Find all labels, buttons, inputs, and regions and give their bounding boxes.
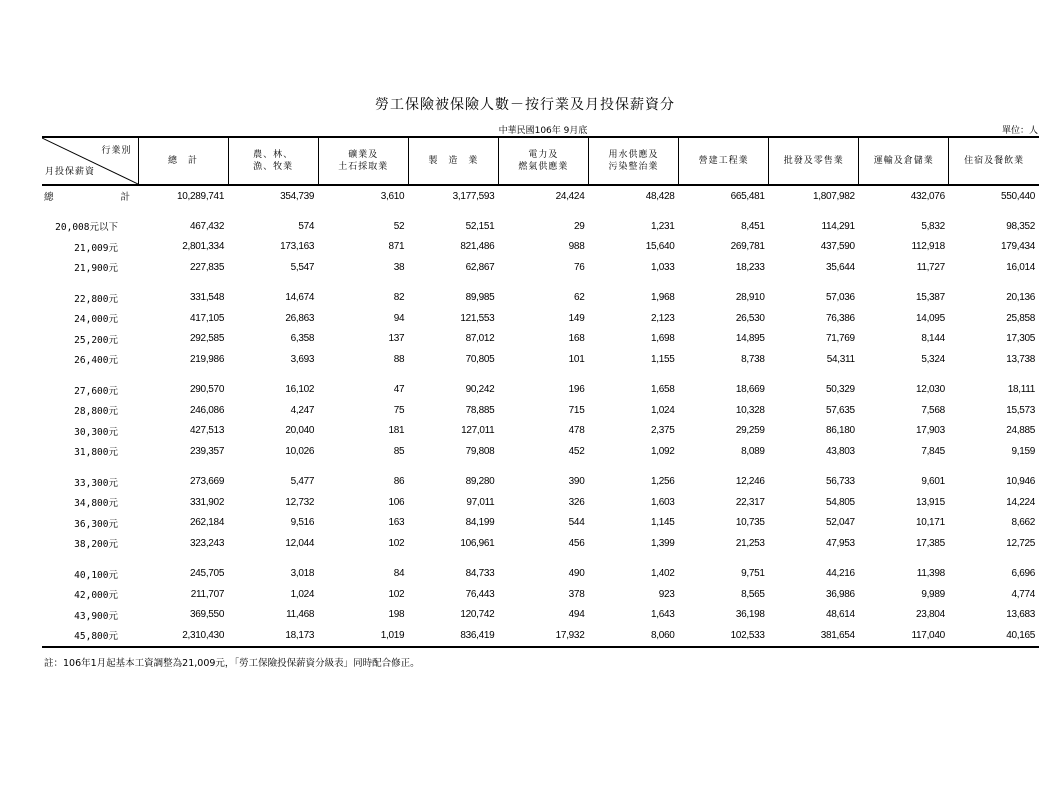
value-cell: 8,738 xyxy=(741,353,765,365)
unit-label: 單位：人 xyxy=(1001,126,1038,136)
value-cell: 117,040 xyxy=(859,625,949,647)
value-cell: 84,199 xyxy=(465,517,495,529)
value-cell: 1,603 xyxy=(651,496,675,508)
row-label: 26,400元 xyxy=(74,355,118,367)
value-cell: 17,305 xyxy=(1006,333,1035,345)
value-cell: 21,253 xyxy=(735,537,765,549)
value-cell: 38 xyxy=(393,261,405,273)
value-cell: 173,163 xyxy=(280,241,315,253)
value-cell: 1,807,982 xyxy=(812,190,855,202)
value-cell: 2,801,334 xyxy=(182,241,225,253)
value-cell: 1,256 xyxy=(651,476,675,488)
total-label-right: 計 xyxy=(120,192,130,203)
value-cell: 120,742 xyxy=(460,609,495,621)
value-cell: 16,014 xyxy=(1006,261,1035,273)
value-cell: 245,705 xyxy=(190,568,225,580)
value-cell: 378 xyxy=(568,588,585,600)
value-cell: 82 xyxy=(393,292,405,304)
row-label xyxy=(42,185,138,206)
value-cell: 50,329 xyxy=(825,384,855,396)
value-cell: 179,434 xyxy=(1000,241,1035,253)
insured-persons-table xyxy=(42,136,1039,648)
row-label: 34,800元 xyxy=(74,498,118,510)
corner-header-cell xyxy=(42,137,138,185)
group-spacer xyxy=(42,370,1039,380)
value-cell: 2,123 xyxy=(651,312,675,324)
table-row xyxy=(42,605,1039,626)
value-cell: 467,432 xyxy=(190,220,225,232)
value-cell: 239,357 xyxy=(190,445,225,457)
value-cell: 85 xyxy=(393,445,405,457)
table-row xyxy=(42,257,1039,278)
table-row xyxy=(42,349,1039,370)
value-cell: 354,739 xyxy=(280,190,315,202)
value-cell: 62 xyxy=(573,292,585,304)
value-cell: 11,468 xyxy=(286,609,315,621)
column-header: 用水供應及 污染整治業 xyxy=(588,137,678,185)
value-cell: 62,867 xyxy=(465,261,495,273)
value-cell: 5,324 xyxy=(921,353,945,365)
row-label: 22,800元 xyxy=(74,293,118,305)
value-cell: 8,451 xyxy=(741,220,765,232)
value-cell: 326 xyxy=(568,496,585,508)
value-cell: 7,568 xyxy=(921,404,945,416)
value-cell: 13,915 xyxy=(916,496,945,508)
row-label: 43,900元 xyxy=(74,610,118,622)
value-cell: 54,311 xyxy=(826,353,855,365)
value-cell: 456 xyxy=(568,537,585,549)
value-cell: 331,548 xyxy=(190,292,225,304)
value-cell: 43,803 xyxy=(825,445,855,457)
value-cell: 12,030 xyxy=(916,384,945,396)
value-cell: 715 xyxy=(568,404,585,416)
table-row xyxy=(42,533,1039,554)
value-cell: 90,242 xyxy=(465,384,495,396)
value-cell: 262,184 xyxy=(190,517,225,529)
value-cell: 89,280 xyxy=(465,476,495,488)
value-cell: 478 xyxy=(568,425,585,437)
row-label: 33,300元 xyxy=(74,477,118,489)
value-cell: 1,643 xyxy=(651,609,675,621)
column-header: 運輸及倉儲業 xyxy=(859,137,949,185)
row-label: 45,800元 xyxy=(42,625,138,647)
value-cell: 26,863 xyxy=(285,312,315,324)
value-cell: 18,669 xyxy=(735,384,765,396)
value-cell: 89,985 xyxy=(465,292,495,304)
value-cell: 9,989 xyxy=(921,588,945,600)
row-label: 28,800元 xyxy=(74,406,118,418)
group-spacer xyxy=(42,462,1039,472)
value-cell: 79,808 xyxy=(465,445,495,457)
value-cell: 246,086 xyxy=(190,404,225,416)
value-cell: 106,961 xyxy=(460,537,495,549)
column-header: 礦業及 土石採取業 xyxy=(318,137,408,185)
value-cell: 494 xyxy=(568,609,585,621)
value-cell: 7,845 xyxy=(921,445,945,457)
table-row xyxy=(42,421,1039,442)
table-row xyxy=(42,513,1039,534)
value-cell: 15,640 xyxy=(645,241,675,253)
value-cell: 2,310,430 xyxy=(138,625,228,647)
value-cell: 35,644 xyxy=(825,261,855,273)
value-cell: 369,550 xyxy=(190,609,225,621)
header-row xyxy=(42,137,1039,185)
value-cell: 417,105 xyxy=(190,312,225,324)
value-cell: 13,738 xyxy=(1006,353,1035,365)
value-cell: 273,669 xyxy=(190,476,225,488)
row-label: 21,009元 xyxy=(74,242,118,254)
value-cell: 9,516 xyxy=(290,517,315,529)
value-cell: 8,565 xyxy=(741,588,765,600)
value-cell: 1,658 xyxy=(651,384,675,396)
value-cell: 36,986 xyxy=(825,588,855,600)
value-cell: 432,076 xyxy=(910,190,945,202)
value-cell: 137 xyxy=(388,333,405,345)
value-cell: 181 xyxy=(388,425,405,437)
row-label: 25,200元 xyxy=(74,334,118,346)
value-cell: 14,224 xyxy=(1006,496,1035,508)
column-header: 製 造 業 xyxy=(408,137,498,185)
value-cell: 198 xyxy=(388,609,405,621)
table-row xyxy=(42,329,1039,350)
value-cell: 20,040 xyxy=(285,425,315,437)
value-cell: 10,735 xyxy=(735,517,765,529)
value-cell: 4,774 xyxy=(1011,588,1035,600)
value-cell: 10,946 xyxy=(1006,476,1035,488)
value-cell: 40,165 xyxy=(949,625,1039,647)
value-cell: 26,530 xyxy=(735,312,765,324)
value-cell: 1,399 xyxy=(651,537,675,549)
value-cell: 121,553 xyxy=(460,312,495,324)
value-cell: 29 xyxy=(573,220,585,232)
value-cell: 101 xyxy=(568,353,585,365)
value-cell: 18,233 xyxy=(735,261,765,273)
value-cell: 44,216 xyxy=(825,568,855,580)
value-cell: 9,751 xyxy=(741,568,765,580)
value-cell: 163 xyxy=(388,517,405,529)
value-cell: 269,781 xyxy=(730,241,765,253)
column-header: 批發及零售業 xyxy=(769,137,859,185)
value-cell: 54,805 xyxy=(825,496,855,508)
value-cell: 17,385 xyxy=(916,537,945,549)
value-cell: 381,654 xyxy=(769,625,859,647)
value-cell: 8,144 xyxy=(921,333,945,345)
value-cell: 102,533 xyxy=(679,625,769,647)
value-cell: 14,895 xyxy=(735,333,765,345)
column-header: 農、林、 漁、牧業 xyxy=(228,137,318,185)
total-row xyxy=(42,185,1039,206)
column-header: 營建工程業 xyxy=(679,137,769,185)
row-label: 38,200元 xyxy=(74,539,118,551)
value-cell: 9,159 xyxy=(1011,445,1035,457)
value-cell: 3,018 xyxy=(290,568,315,580)
value-cell: 12,725 xyxy=(1006,537,1035,549)
row-label: 20,008元以下 xyxy=(55,222,118,234)
value-cell: 490 xyxy=(568,568,585,580)
value-cell: 196 xyxy=(568,384,585,396)
value-cell: 437,590 xyxy=(820,241,855,253)
value-cell: 323,243 xyxy=(190,537,225,549)
value-cell: 1,145 xyxy=(651,517,675,529)
group-spacer xyxy=(42,278,1039,288)
value-cell: 8,662 xyxy=(1011,517,1035,529)
value-cell: 52,151 xyxy=(465,220,495,232)
value-cell: 15,573 xyxy=(1006,404,1035,416)
table-row xyxy=(42,584,1039,605)
value-cell: 86,180 xyxy=(825,425,855,437)
value-cell: 18,111 xyxy=(1007,384,1035,396)
value-cell: 24,424 xyxy=(555,190,585,202)
value-cell: 76,386 xyxy=(825,312,855,324)
data-table-container xyxy=(42,136,1039,648)
value-cell: 57,036 xyxy=(825,292,855,304)
value-cell: 57,635 xyxy=(825,404,855,416)
value-cell: 1,024 xyxy=(290,588,315,600)
value-cell: 168 xyxy=(568,333,585,345)
value-cell: 71,769 xyxy=(825,333,855,345)
value-cell: 14,095 xyxy=(916,312,945,324)
group-spacer xyxy=(42,206,1039,216)
value-cell: 390 xyxy=(568,476,585,488)
value-cell: 3,177,593 xyxy=(452,190,495,202)
value-cell: 47,953 xyxy=(825,537,855,549)
value-cell: 219,986 xyxy=(190,353,225,365)
value-cell: 292,585 xyxy=(190,333,225,345)
table-row xyxy=(42,441,1039,462)
value-cell: 6,696 xyxy=(1011,568,1035,580)
value-cell: 12,044 xyxy=(285,537,315,549)
value-cell: 87,012 xyxy=(465,333,495,345)
table-row xyxy=(42,308,1039,329)
value-cell: 127,011 xyxy=(461,425,495,437)
value-cell: 227,835 xyxy=(190,261,225,273)
value-cell: 1,019 xyxy=(318,625,408,647)
column-header: 電力及 燃氣供應業 xyxy=(498,137,588,185)
value-cell: 48,614 xyxy=(825,609,855,621)
value-cell: 1,968 xyxy=(651,292,675,304)
value-cell: 78,885 xyxy=(465,404,495,416)
value-cell: 15,387 xyxy=(916,292,945,304)
row-label: 30,300元 xyxy=(74,426,118,438)
value-cell: 86 xyxy=(393,476,405,488)
value-cell: 1,231 xyxy=(651,220,675,232)
corner-header-salary: 月投保薪資 xyxy=(45,167,96,177)
value-cell: 6,358 xyxy=(290,333,315,345)
value-cell: 452 xyxy=(568,445,585,457)
value-cell: 427,513 xyxy=(190,425,225,437)
table-row xyxy=(42,288,1039,309)
value-cell: 574 xyxy=(298,220,315,232)
table-row xyxy=(42,625,1039,647)
value-cell: 17,903 xyxy=(916,425,945,437)
value-cell: 8,089 xyxy=(741,445,765,457)
value-cell: 550,440 xyxy=(1000,190,1035,202)
row-label: 40,100元 xyxy=(74,569,118,581)
row-label: 27,600元 xyxy=(74,385,118,397)
page-title: 勞工保險被保險人數－按行業及月投保薪資分 xyxy=(375,97,675,113)
value-cell: 1,155 xyxy=(651,353,675,365)
corner-header-industry: 行業別 xyxy=(101,146,132,156)
value-cell: 76,443 xyxy=(465,588,495,600)
column-header: 總 計 xyxy=(138,137,228,185)
value-cell: 5,832 xyxy=(921,220,945,232)
value-cell: 102 xyxy=(388,537,405,549)
report-date: 中華民國106年 9月底 xyxy=(498,126,588,136)
value-cell: 52,047 xyxy=(825,517,855,529)
value-cell: 84 xyxy=(393,568,405,580)
value-cell: 10,171 xyxy=(916,517,945,529)
value-cell: 8,060 xyxy=(588,625,678,647)
value-cell: 16,102 xyxy=(285,384,315,396)
value-cell: 665,481 xyxy=(730,190,765,202)
value-cell: 9,601 xyxy=(921,476,945,488)
total-label-left: 總 xyxy=(44,192,54,203)
value-cell: 47 xyxy=(393,384,405,396)
value-cell: 29,259 xyxy=(735,425,765,437)
table-row xyxy=(42,564,1039,585)
value-cell: 75 xyxy=(393,404,405,416)
value-cell: 10,026 xyxy=(285,445,315,457)
row-label: 31,800元 xyxy=(74,447,118,459)
value-cell: 1,024 xyxy=(651,404,675,416)
value-cell: 22,317 xyxy=(735,496,765,508)
row-label: 21,900元 xyxy=(74,263,118,275)
value-cell: 3,610 xyxy=(380,190,405,202)
value-cell: 52 xyxy=(393,220,405,232)
value-cell: 2,375 xyxy=(651,425,675,437)
value-cell: 1,698 xyxy=(651,333,675,345)
value-cell: 98,352 xyxy=(1006,220,1035,232)
value-cell: 13,683 xyxy=(1006,609,1035,621)
value-cell: 106 xyxy=(388,496,405,508)
value-cell: 10,328 xyxy=(735,404,765,416)
footnote: 註：106年1月起基本工資調整為21,009元，「勞工保險投保薪資分級表」同時配合修正。 xyxy=(44,658,420,669)
row-label: 42,000元 xyxy=(74,590,118,602)
table-row xyxy=(42,400,1039,421)
value-cell: 28,910 xyxy=(735,292,765,304)
value-cell: 25,858 xyxy=(1006,312,1035,324)
value-cell: 36,198 xyxy=(735,609,765,621)
value-cell: 331,902 xyxy=(190,496,225,508)
value-cell: 20,136 xyxy=(1006,292,1035,304)
value-cell: 211,707 xyxy=(190,588,225,600)
value-cell: 821,486 xyxy=(460,241,495,253)
value-cell: 1,402 xyxy=(651,568,675,580)
value-cell: 114,291 xyxy=(821,220,855,232)
value-cell: 11,398 xyxy=(916,568,945,580)
row-label: 36,300元 xyxy=(74,518,118,530)
value-cell: 102 xyxy=(388,588,405,600)
value-cell: 871 xyxy=(388,241,405,253)
value-cell: 149 xyxy=(568,312,585,324)
value-cell: 5,477 xyxy=(290,476,315,488)
table-row xyxy=(42,472,1039,493)
value-cell: 76 xyxy=(573,261,585,273)
value-cell: 56,733 xyxy=(825,476,855,488)
value-cell: 10,289,741 xyxy=(177,190,225,202)
value-cell: 14,674 xyxy=(285,292,315,304)
row-label: 24,000元 xyxy=(74,314,118,326)
table-body xyxy=(42,185,1039,647)
value-cell: 290,570 xyxy=(190,384,225,396)
value-cell: 1,092 xyxy=(651,445,675,457)
value-cell: 112,918 xyxy=(911,241,945,253)
column-header: 住宿及餐飲業 xyxy=(949,137,1039,185)
value-cell: 94 xyxy=(393,312,405,324)
value-cell: 97,011 xyxy=(466,496,495,508)
value-cell: 24,885 xyxy=(1006,425,1035,437)
value-cell: 12,732 xyxy=(285,496,315,508)
value-cell: 12,246 xyxy=(735,476,765,488)
value-cell: 5,547 xyxy=(290,261,315,273)
table-row xyxy=(42,380,1039,401)
value-cell: 11,727 xyxy=(916,261,945,273)
value-cell: 48,428 xyxy=(645,190,675,202)
group-spacer xyxy=(42,554,1039,564)
value-cell: 70,805 xyxy=(465,353,495,365)
value-cell: 17,932 xyxy=(498,625,588,647)
value-cell: 88 xyxy=(393,353,405,365)
value-cell: 4,247 xyxy=(290,404,315,416)
value-cell: 923 xyxy=(658,588,675,600)
table-row xyxy=(42,492,1039,513)
value-cell: 23,804 xyxy=(916,609,945,621)
value-cell: 836,419 xyxy=(408,625,498,647)
value-cell: 18,173 xyxy=(228,625,318,647)
value-cell: 988 xyxy=(568,241,585,253)
value-cell: 544 xyxy=(568,517,585,529)
table-row xyxy=(42,216,1039,237)
value-cell: 3,693 xyxy=(290,353,315,365)
value-cell: 84,733 xyxy=(465,568,495,580)
value-cell: 1,033 xyxy=(651,261,675,273)
table-row xyxy=(42,237,1039,258)
